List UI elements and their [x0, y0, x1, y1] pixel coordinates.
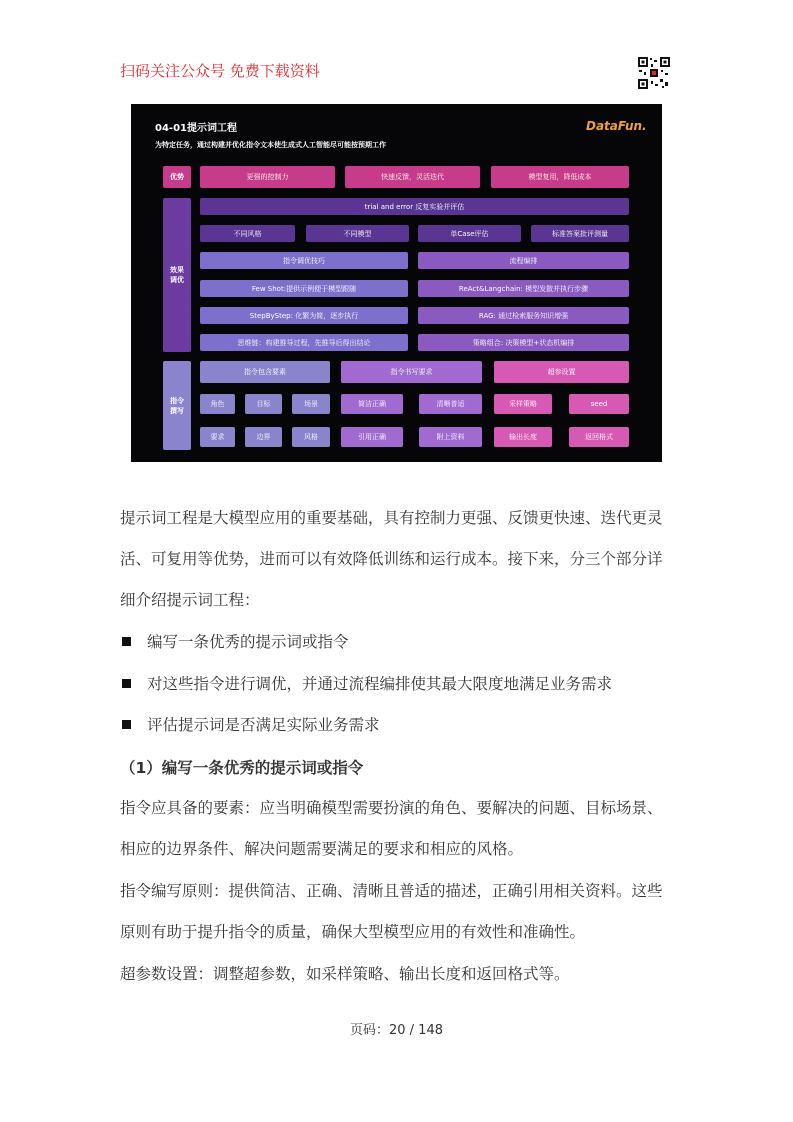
intro-line: 提示词工程是大模型应用的重要基础，具有控制力更强、反馈更快速、迭代更灵 — [120, 509, 663, 527]
advantage-box: 快速反馈，灵活迭代 — [345, 166, 480, 188]
section-heading: （1）编写一条优秀的提示词或指令 — [120, 759, 364, 777]
intro-line: 活、可复用等优势，进而可以有效降低训练和运行成本。接下来，分三个部分详 — [120, 550, 663, 568]
tuning-right-item: 流程编排 — [418, 252, 629, 269]
bullet-item — [122, 672, 612, 694]
eval-item: 单Case评估 — [418, 225, 521, 242]
bullet-item — [122, 713, 380, 735]
element-chip: 场景 — [292, 394, 330, 414]
writing-head: 超参设置 — [494, 361, 629, 383]
writing-head: 指令包含要素 — [200, 361, 330, 383]
intro-line: 细介绍提示词工程： — [120, 591, 260, 609]
element-chip: 风格 — [292, 427, 330, 447]
advantage-box: 更强的控制力 — [200, 166, 335, 188]
promo-header-text: 扫码关注公众号 免费下载资料 — [120, 62, 320, 80]
param-chip: 输出长度 — [494, 427, 552, 447]
param-chip: 采样策略 — [494, 394, 552, 414]
side-label-advantage: 优势 — [163, 166, 191, 188]
tuning-left-item: 思维链：构建推导过程，先推导后得出结论 — [200, 334, 408, 351]
bullet-text: 对这些指令进行调优，并通过流程编排使其最大限度地满足业务需求 — [147, 675, 613, 693]
param-chip: 返回格式 — [569, 427, 629, 447]
eval-item: 标准答案批评测量 — [531, 225, 629, 242]
bullet-square-icon — [122, 637, 131, 646]
paragraph-line: 指令应具备的要素：应当明确模型需要扮演的角色、要解决的问题、目标场景、 — [120, 799, 663, 817]
paragraph-line: 原则有助于提升指令的质量，确保大型模型应用的有效性和准确性。 — [120, 923, 586, 941]
element-chip: 要求 — [200, 427, 235, 447]
advantage-box: 模型复用，降低成本 — [491, 166, 629, 188]
requirement-chip: 引用正确 — [341, 427, 403, 447]
paragraph-line: 相应的边界条件、解决问题需要满足的要求和相应的风格。 — [120, 840, 524, 858]
eval-item: 不同风格 — [200, 225, 295, 242]
bullet-text: 编写一条优秀的提示词或指令 — [147, 633, 349, 651]
bullet-square-icon — [122, 679, 131, 688]
bullet-square-icon — [122, 720, 131, 729]
tuning-right-item: RAG: 通过检索服务知识增强 — [418, 307, 629, 324]
writing-head: 指令书写要求 — [341, 361, 482, 383]
paragraph-line: 超参数设置：调整超参数，如采样策略、输出长度和返回格式等。 — [120, 965, 570, 983]
prompt-engineering-slide — [131, 104, 662, 462]
slide-title: 04-01提示词工程 — [155, 123, 237, 134]
tuning-right-item: ReAct&Langchain: 模型发散并执行步骤 — [418, 280, 629, 297]
slide-subtitle: 为特定任务，通过构建并优化指令文本使生成式人工智能尽可能按预期工作 — [155, 141, 386, 149]
tuning-left-item: Few Shot:提供示例便于模型跟随 — [200, 280, 408, 297]
element-chip: 角色 — [200, 394, 235, 414]
paragraph-line: 指令编写原则：提供简洁、正确、清晰且普适的描述，正确引用相关资料。这些 — [120, 882, 663, 900]
bullet-text: 评估提示词是否满足实际业务需求 — [147, 716, 380, 734]
requirement-chip: 简洁正确 — [341, 394, 403, 414]
trial-error-bar: trial and error 反复实验并评估 — [200, 198, 629, 215]
requirement-chip: 附上资料 — [419, 427, 482, 447]
tuning-right-item: 策略组合: 决策模型+状态机编排 — [418, 334, 629, 351]
side-label-tuning: 效果 调优 — [163, 198, 191, 352]
element-chip: 目标 — [245, 394, 282, 414]
param-chip: seed — [569, 394, 629, 414]
requirement-chip: 清晰普适 — [419, 394, 482, 414]
tuning-left-item: 指令调优技巧 — [200, 252, 408, 269]
bullet-item — [122, 630, 349, 652]
datafun-logo: DataFun. — [586, 119, 647, 133]
side-label-writing: 指令 撰写 — [163, 361, 191, 450]
page-number: 页码：20 / 148 — [350, 1023, 443, 1038]
tuning-left-item: StepByStep: 化繁为简，逐步执行 — [200, 307, 408, 324]
eval-item: 不同模型 — [306, 225, 409, 242]
qr-code-icon — [637, 56, 671, 90]
element-chip: 边界 — [245, 427, 282, 447]
